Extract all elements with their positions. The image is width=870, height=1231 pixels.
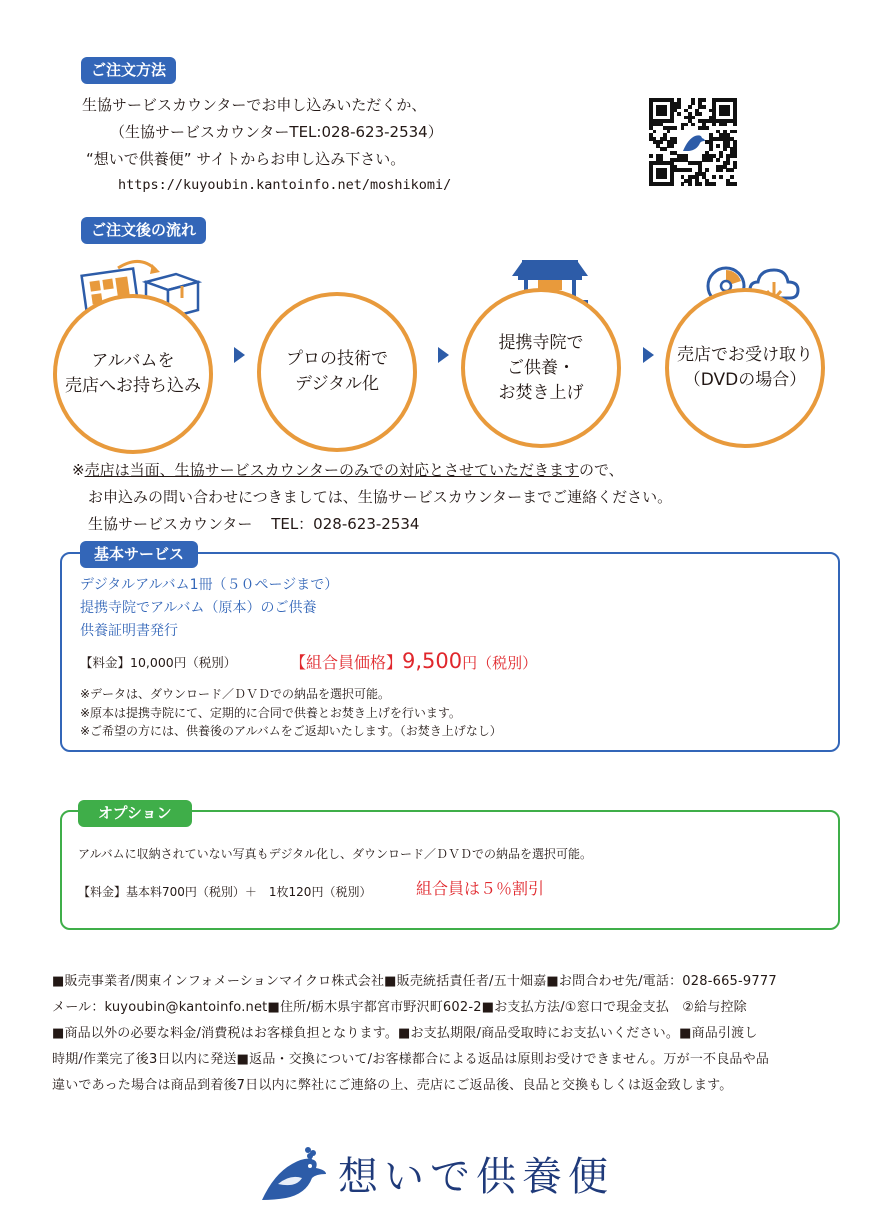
member-price-value: 9,500 [402,649,463,673]
basic-note-3: ※ご希望の方には、供養後のアルバムをご返却いたします。（お焚き上げなし） [80,724,502,738]
qr-module [712,123,716,127]
flow-step-3-label: 提携寺院で ご供養・ お焚き上げ [498,332,584,403]
flow-arrow-3 [643,347,654,363]
qr-module [698,112,702,116]
qr-module [660,140,664,144]
qr-module [688,182,692,186]
flow-step-2 [257,292,417,452]
flow-step-1-label: アルバムを 売店へお持ち込み [65,351,201,396]
basic-note-2: ※原本は提携寺院にて、定期的に合同で供養とお焚き上げを行います。 [80,706,461,720]
qr-module [716,144,720,148]
qr-module [674,126,678,130]
option-price: 【料金】基本料700円（税別）＋ 1枚120円（税別） [78,885,372,899]
flow-step-4 [665,288,825,448]
qr-module [702,105,706,109]
qr-module [670,182,674,186]
footer-line-1: ■販売事業者/関東インフォメーションマイクロ株式会社■販売統括責任者/五十畑嘉■お問合わせ先/電話：028-665-9777 [52,974,777,989]
qr-module [677,105,681,109]
option-box [60,810,840,930]
qr-module [698,182,702,186]
qr-module [709,147,713,151]
qr-module [684,123,688,127]
qr-module [663,112,667,116]
basic-item-1: デジタルアルバム1冊（５０ページまで） [80,577,339,593]
order-line-1: 生協サービスカウンターでお申し込みいただくか、 [82,96,427,114]
counter-label: 生協サービスカウンター [88,515,253,533]
qr-module [674,140,678,144]
qr-module [691,102,695,106]
qr-module [730,175,734,179]
footer-line-2: メール：kuyoubin@kantoinfo.net■住所/栃木県宇都宮市野沢町602-2■お支払方法/①窓口で現金支払 ②給与控除 [52,1000,747,1015]
qr-code-icon[interactable] [649,98,737,186]
qr-module [733,182,737,186]
basic-price: 【料金】10,000円（税別） [80,655,237,670]
member-price-unit: 円（税別） [462,654,538,672]
qr-module [719,168,723,172]
order-line-2: （生協サービスカウンターTEL:028-623-2534） [110,123,443,141]
member-price-label: 【組合員価格】 [290,653,403,672]
qr-module [688,105,692,109]
qr-module [670,144,674,148]
qr-module [709,158,713,162]
qr-module [723,147,727,151]
order-url[interactable]: https://kuyoubin.kantoinfo.net/moshikomi/ [118,177,452,193]
flow-step-4-label: 売店でお受け取り （DVDの場合） [677,345,813,390]
notice-mark: ※ [72,461,85,479]
flow-arrow-1 [234,347,245,363]
qr-module [726,112,730,116]
qr-module [726,161,730,165]
qr-module [681,182,685,186]
member-price [290,649,537,675]
notice-underlined: 売店は当面、生協サービスカウンターのみでの対応とさせていただきます [84,461,579,479]
qr-module [719,175,723,179]
basic-note-1: ※データは、ダウンロード／ＤＶＤでの納品を選択可能。 [80,687,391,701]
qr-module [733,123,737,127]
flow-step-1 [53,294,213,454]
footer-line-4: 時期/作業完了後3日以内に発送■返品・交換について/お客様都合による返品は原則お受けできません。万が一不良品や品 [52,1052,770,1067]
qr-module [663,175,667,179]
qr-module [712,175,716,179]
qr-module [702,98,706,102]
qr-module [733,154,737,158]
qr-center-bird-icon [680,129,706,155]
order-method-heading: ご注文方法 [81,57,176,84]
qr-module [670,119,674,123]
notice-line-1 [72,460,624,480]
qr-module [688,168,692,172]
order-line-3: “想いで供養便” サイトからお申し込み下さい。 [86,150,406,168]
qr-module [691,116,695,120]
qr-module [649,154,653,158]
qr-module [705,168,709,172]
qr-module [730,168,734,172]
qr-module [691,123,695,127]
flow-heading: ご注文後の流れ [81,217,206,244]
notice-tail: ので、 [578,461,624,479]
bluebird-logo-icon [256,1144,328,1206]
qr-module [677,112,681,116]
basic-item-3: 供養証明書発行 [80,623,178,639]
qr-module [719,154,723,158]
flow-step-2-label: プロの技術で デジタル化 [286,349,388,394]
brand-logo-text: 想いで供養便 [338,1154,614,1200]
qr-module [663,147,667,151]
basic-service-heading: 基本サービス [80,541,198,568]
flow-arrow-2 [438,347,449,363]
flow-step-3 [461,288,621,448]
basic-item-2: 提携寺院でアルバム（原本）のご供養 [80,600,317,616]
qr-module [712,182,716,186]
option-heading: オプション [78,800,192,827]
qr-module [723,123,727,127]
qr-module [653,130,657,134]
qr-module [733,130,737,134]
option-discount: 組合員は５％割引 [416,879,545,898]
qr-module [716,158,720,162]
notice-line-2: お申込みの問い合わせにつきましては、生協サービスカウンターまでご連絡ください。 [88,488,673,506]
option-desc: アルバムに収納されていない写真もデジタル化し、ダウンロード／ＤＶＤでの納品を選択可能。 [78,847,592,861]
counter-tel: TEL：028-623-2534 [271,515,420,533]
qr-module [667,130,671,134]
footer-line-3: ■商品以外の必要な料金/消費税はお客様負担となります。■お支払期限/商品受取時にお支払いください。■商品引渡し [52,1026,758,1041]
qr-module [733,165,737,169]
notice-line-3 [88,514,419,534]
footer-line-5: 違いであった場合は商品到着後7日以内に弊社にご連絡の上、売店にご返品後、良品と交換もしくは返金致します。 [52,1078,733,1093]
